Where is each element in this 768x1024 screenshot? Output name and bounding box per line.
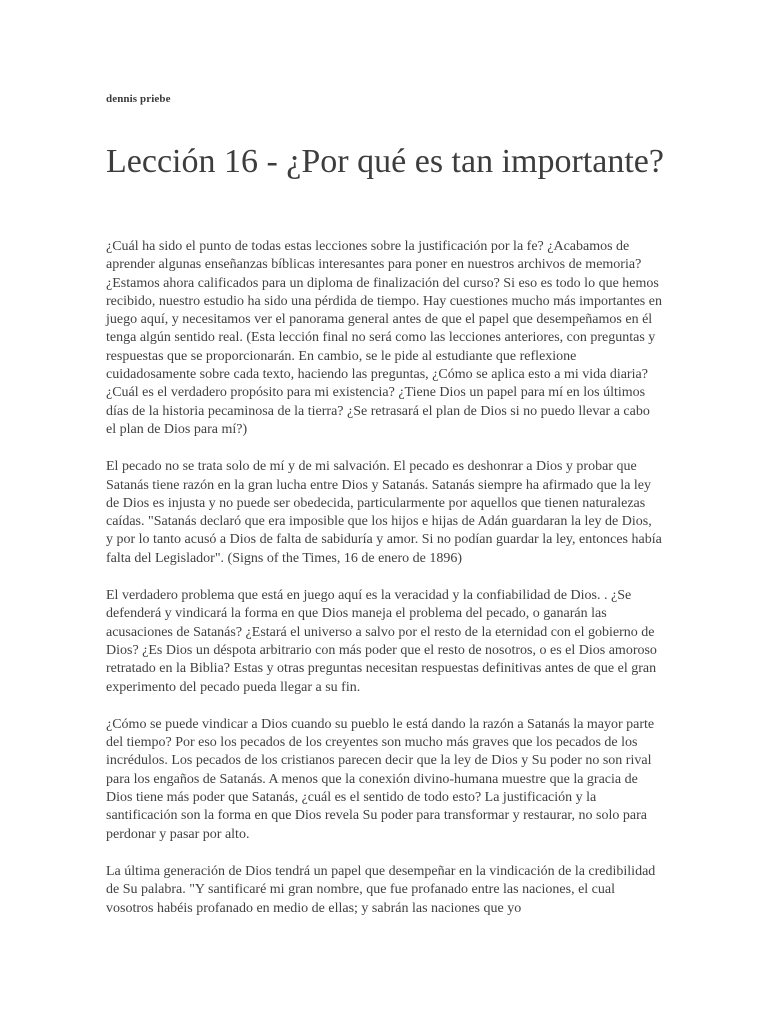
paragraph: ¿Cuál ha sido el punto de todas estas lecciones sobre la justificación por la fe? ¿Acabamos de aprender algunas enseñanzas bíblicas interesantes para poner en nuestros archivos de memoria? ¿Estamos ahora calificados para un diploma de finalización del curso? Si eso es todo lo que hemos recibido, nuestro estudio ha sido una pérdida de tiempo. Hay cuestiones mucho más importantes en juego aquí, y necesitamos ver el panorama general antes de que el papel que desempeñamos en él tenga algún sentido real. (Esta lección final no será como las lecciones anteriores, con preguntas y respuestas que se proporcionarán. En cambio, se le pide al estudiante que reflexione cuidadosamente sobre cada texto, haciendo las preguntas, ¿Cómo se aplica esto a mi vida diaria? ¿Cuál es el verdadero propósito para mi existencia? ¿Tiene Dios un papel para mí en los últimos días de la historia pecaminosa de la tierra? ¿Se retrasará el plan de Dios si no puedo llevar a cabo el plan de Dios para mí?) (106, 239, 662, 437)
author-name: dennis priebe (106, 93, 171, 105)
document-body (106, 238, 662, 937)
paragraph: El pecado no se trata solo de mí y de mi salvación. El pecado es deshonrar a Dios y probar que Satanás tiene razón en la gran lucha entre Dios y Satanás. Satanás siempre ha afirmado que la ley de Dios es injusta y no puede ser obedecida, particularmente por aquellos que tienen naturalezas caídas. "Satanás declaró que era imposible que los hijos e hijas de Adán guardaran la ley de Dios, y por lo tanto acusó a Dios de falta de sabiduría y amor. Si no podían guardar la ley, entonces había falta del Legislador". (Signs of the Times, 16 de enero de 1896) (106, 459, 662, 566)
paragraph: El verdadero problema que está en juego aquí es la veracidad y la confiabilidad de Dios. . ¿Se defenderá y vindicará la forma en que Dios maneja el problema del pecado, o ganarán las acusaciones de Satanás? ¿Estará el universo a salvo por el resto de la eternidad con el gobierno de Dios? ¿Es Dios un déspota arbitrario con más poder que el resto de nosotros, o es el Dios amoroso retratado en la Biblia? Estas y otras preguntas necesitan respuestas definitivas antes de que el gran experimento del pecado pueda llegar a su fin. (106, 588, 657, 695)
paragraph: ¿Cómo se puede vindicar a Dios cuando su pueblo le está dando la razón a Satanás la mayor parte del tiempo? Por eso los pecados de los creyentes son mucho más graves que los pecados de los incrédulos. Los pecados de los cristianos parecen decir que la ley de Dios y Su poder no son rival para los engaños de Satanás. A menos que la conexión divino-humana muestre que la gracia de Dios tiene más poder que Satanás, ¿cuál es el sentido de todo esto? La justificación y la santificación son la forma en que Dios revela Su poder para transformar y restaurar, no solo para perdonar y pasar por alto. (106, 716, 655, 842)
paragraph: La última generación de Dios tendrá un papel que desempeñar en la vindicación de la credibilidad de Su palabra. "Y santificaré mi gran nombre, que fue profanado entre las naciones, el cual vosotros habéis profanado en medio de ellas; y sabrán las naciones que yo (106, 863, 656, 916)
page-title: Lección 16 - ¿Por qué es tan importante? (106, 143, 664, 180)
